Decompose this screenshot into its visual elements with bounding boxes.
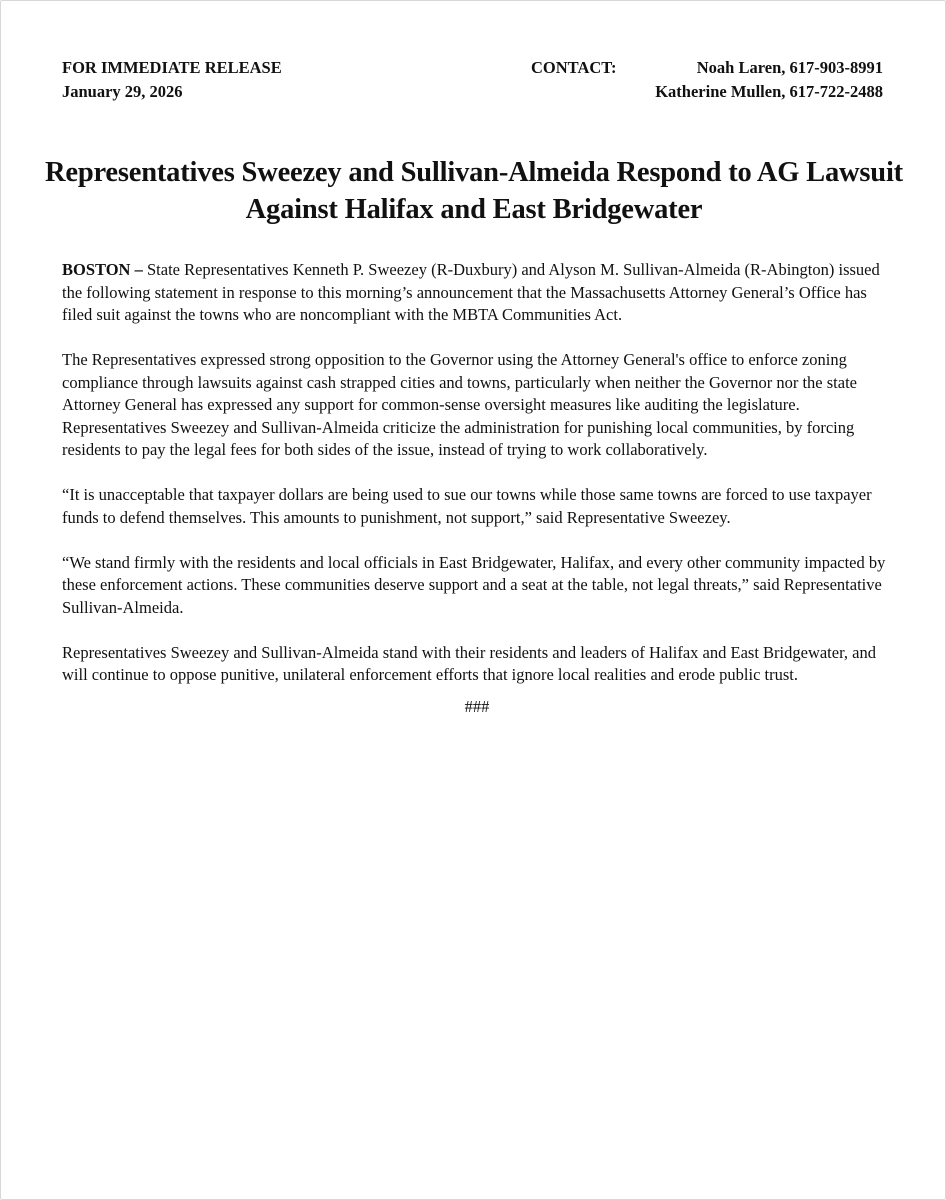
paragraph-opposition: The Representatives expressed strong opposition to the Governor using the Attorney General's office to enforce zoning compliance through lawsuits against cash strapped cities and towns, particularly when neither the Governor nor the state Attorney General has expressed any support for common-sense oversight measures like auditing the legislature. Representatives Sweezey and Sullivan-Almeida criticize the administration for punishing local communities, by forcing residents to pay the legal fees for both sides of the issue, instead of trying to work collaboratively.: [62, 350, 857, 459]
closing-paragraph: Representatives Sweezey and Sullivan-Almeida stand with their residents and leaders of Halifax and East Bridgewater, and will continue to oppose punitive, unilateral enforcement efforts that ignore local realities and erode public trust.: [62, 642, 876, 684]
contact-primary: Noah Laren, 617-903-8991: [696, 58, 883, 77]
release-date: January 29, 2026: [62, 82, 183, 101]
end-mark: ###: [464, 697, 490, 716]
contact-label: CONTACT:: [531, 58, 617, 77]
contact-secondary: Katherine Mullen, 617-722-2488: [655, 82, 883, 101]
release-label: FOR IMMEDIATE RELEASE: [62, 58, 282, 77]
quote-sullivan-almeida: “We stand firmly with the residents and local officials in East Bridgewater, Halifax, and every other community impacted by these enforcement actions. These communities deserve support and a seat at the table, not legal threats,” said Representative Sullivan-Almeida.: [62, 552, 886, 617]
press-release-body: [62, 259, 892, 741]
release-header: [62, 56, 282, 104]
press-release-headline: Representatives Sweezey and Sullivan-Almeida Respond to AG Lawsuit Against Halifax and East Bridgewater: [45, 157, 903, 225]
lead-paragraph: [62, 259, 892, 327]
quote-sweezey: “It is unacceptable that taxpayer dollars are being used to sue our towns while those same towns are forced to use taxpayer funds to defend themselves. This amounts to punishment, not support,” said Representative Sweezey.: [62, 485, 872, 527]
contact-block: [531, 56, 883, 104]
lead-paragraph-text: State Representatives Kenneth P. Sweezey (R-Duxbury) and Alyson M. Sullivan-Almeida (R-Abington) issued the following statement in response to this morning’s announcement that the Massachusetts Attorney General’s Office has filed suit against the towns who are noncompliant with the MBTA Communities Act.: [62, 260, 880, 324]
dateline: BOSTON –: [62, 260, 143, 279]
